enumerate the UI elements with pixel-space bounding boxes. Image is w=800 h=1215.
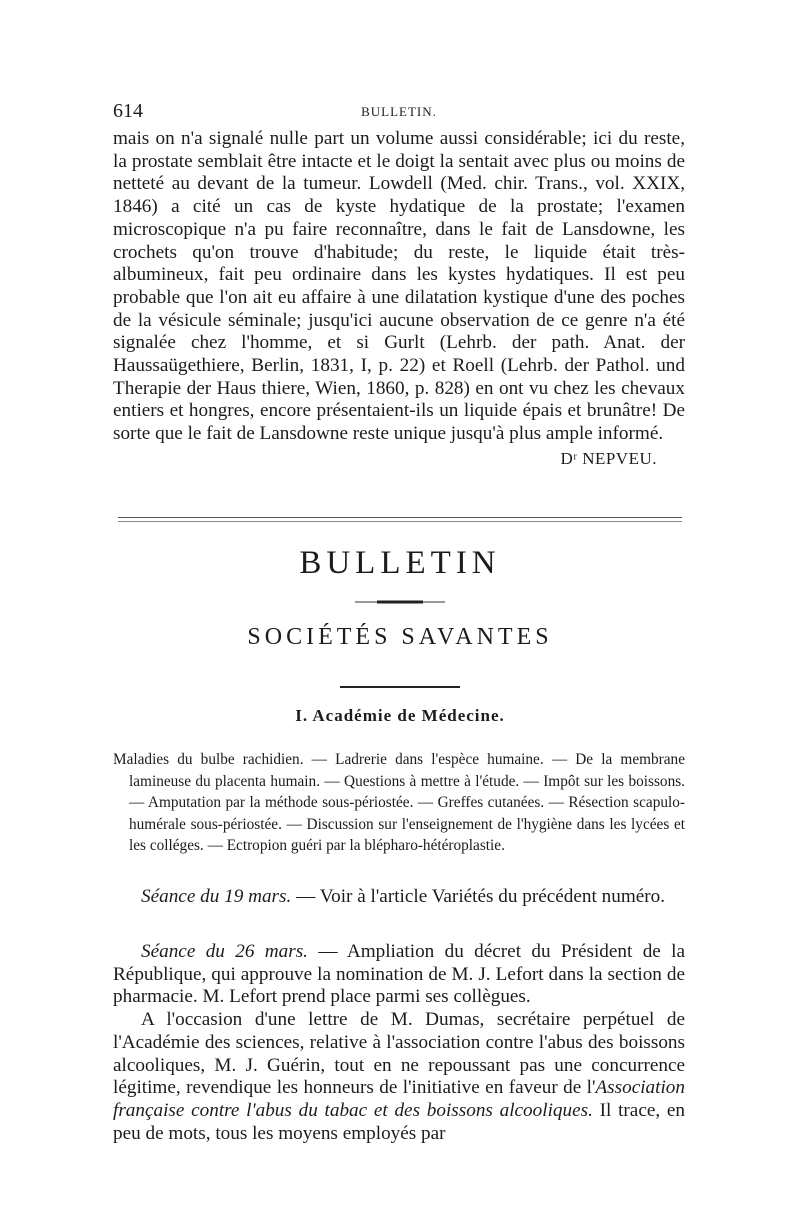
session-19-mars <box>113 886 685 909</box>
academie-heading: I. Académie de Médecine. <box>295 706 505 725</box>
session-date-label: Séance du 19 mars. <box>141 886 292 907</box>
session-text: — Voir à l'article Variétés du précédent numéro. <box>296 886 666 907</box>
session-text: — Ampliation du décret du Président de la République, qui approuve la nomination de M. J. Lefort dans la section de pharmacie. M. Lefort prend place parmi ses collègues. <box>113 941 686 1008</box>
paragraph-end: Il trace, en peu de mots, tous les moyens employés par <box>113 1099 685 1144</box>
page-number: 614 <box>113 100 143 122</box>
session-26-mars <box>113 941 685 1145</box>
short-rule <box>340 686 460 688</box>
section-divider-rule <box>118 517 682 522</box>
societes-savantes-heading: SOCIÉTÉS SAVANTES <box>247 624 553 650</box>
page-header <box>113 100 685 126</box>
author-signature: Dʳ NEPVEU. <box>560 448 657 468</box>
article-paragraph: mais on n'a signalé nulle part un volume aussi considérable; ici du reste, la prostate semblait être intacte et le doigt la sentait avec plus ou moins de netteté au devant de la tumeur. Lowdell (Med. chir. Trans., vol. XXIX, 1846) a cité un cas de kyste hydatique de la prostate; l'examen microscopique n'a pu faire reconnaître, dans le fait de Lansdowne, les crochets qu'on trouve d'habitude; du reste, le liquide était très-albumineux, fait peu ordinaire dans les kystes hydatiques. Il est peu probable que l'on ait eu affaire à une dilatation kystique d'une des poches de la vésicule séminale; jusqu'ici aucune observation de ce genre n'a été signalée chez l'homme, et si Gurlt (Lehrb. der path. Anat. der Haussaügethiere, Berlin, 1831, I, p. 22) et Roell (Lehrb. der Pathol. und Therapie der Haus thiere, Wien, 1860, p. 828) en ont vu chez les chevaux entiers et hongres, encore présentaient-ils un liquide épais et brunâtre! De sorte que le fait de Lansdowne reste unique jusqu'à plus ample informé. <box>113 128 685 445</box>
article-continuation <box>113 128 685 471</box>
association-name: Association française contre l'abus du tabac et des boissons alcooliques. <box>113 1077 685 1121</box>
bulletin-title: BULLETIN <box>299 545 501 581</box>
paragraph-start: A l'occasion d'une lettre de M. Dumas, secrétaire perpétuel de l'Académie des sciences, relative à l'association contre l'abus des boissons alcooliques, M. J. Guérin, tout en ne repoussant pas une concurrence légitime, revendique les honneurs de l'initiative en faveur de l' <box>113 1009 685 1099</box>
running-title: BULLETIN. <box>361 104 437 119</box>
ornament-rule-icon <box>355 600 445 604</box>
session-date-label: Séance du 26 mars. <box>141 941 308 962</box>
session-summary: Maladies du bulbe rachidien. — Ladrerie dans l'espèce humaine. — De la membrane lamineuse du placenta humain. — Questions à mettre à l'étude. — Impôt sur les boissons. — Amputation par la méthode sous-périostée. — Greffes cutanées. — Résection scapulo-humérale sous-périostée. — Discussion sur l'enseignement de l'hygiène dans les lycées et les colléges. — Ectropion guéri par la blépharo-hétéroplastie. <box>113 751 685 854</box>
